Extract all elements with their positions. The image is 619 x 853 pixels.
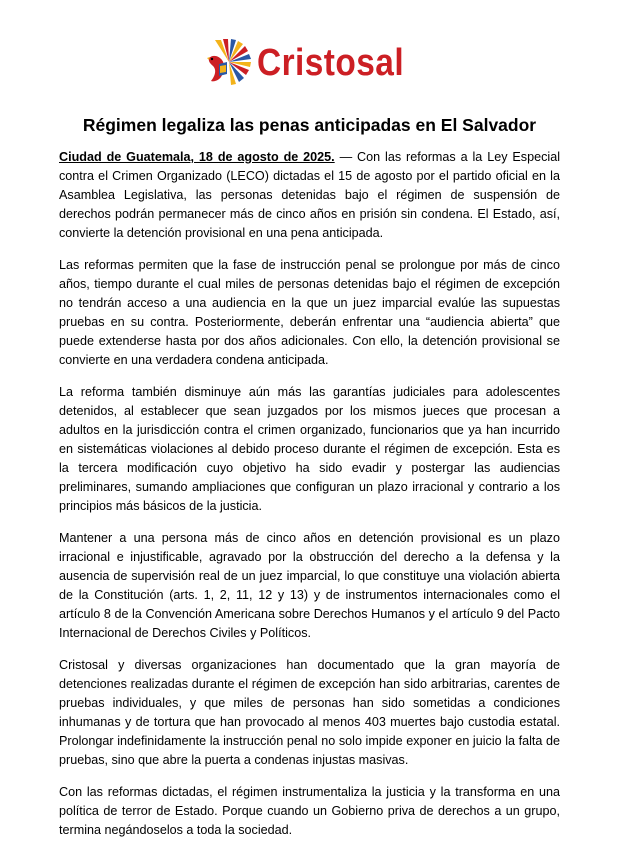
paragraph-4: Mantener a una persona más de cinco años en detención provisional es un plazo irracional e injustificable, agravado por la obstrucción del derecho a la defensa y la ausencia de supervisión real de un juez imparcial, lo que constituye una violación abierta de la Constitución (arts. 1, 2, 11, 12 y 13) y de instrumentos internacionales como el artículo 8 de la Convención Americana sobre Derechos Humanos y el artículo 9 del Pacto Internacional de Derechos Civiles y Políticos. xyxy=(59,531,560,640)
paragraph-1 xyxy=(59,148,560,243)
cristosal-logo xyxy=(205,38,424,88)
paragraph-2: Las reformas permiten que la fase de instrucción penal se prolongue por más de cinco años, tiempo durante el cual miles de personas detenidas bajo el régimen de excepción no tendrán acceso a una audiencia en la que un juez imparcial evalúe las supuestas pruebas en su contra. Posteriormente, deberán enfrentar una “audiencia abierta” que puede extenderse hasta por dos años adicionales. Con ello, la detención provisional se convierte en una verdadera condena anticipada. xyxy=(59,258,560,367)
paragraph-6: Con las reformas dictadas, el régimen instrumentaliza la justicia y la transforma en una política de terror de Estado. Porque cuando un Gobierno priva de derechos a un grupo, termina negándoselos a toda la sociedad. xyxy=(59,785,560,837)
paragraph-3: La reforma también disminuye aún más las garantías judiciales para adolescentes detenidos, al establecer que sean juzgados por los mismos jueces que procesan a adultos en la jurisdicción contra el crimen organizado, funcionarios que ya han incurrido en sistemáticas violaciones al debido proceso durante el régimen de excepción. Esta es la tercera modificación cuyo objetivo ha sido evadir y postergar las audiencias preliminares, sumando ampliaciones que configuran un plazo irracional y contrario a los principios más básicos de la justicia. xyxy=(59,385,560,513)
paragraph-1-text: — Con las reformas a la Ley Especial contra el Crimen Organizado (LECO) dictadas el 15 de agosto por el partido oficial en la Asamblea Legislativa, las personas detenidas bajo el régimen de suspensión de derechos podrán permanecer más de cinco años en prisión sin condena. El Estado, así, convierte la detención provisional en una pena anticipada. xyxy=(59,150,560,240)
paragraph-5: Cristosal y diversas organizaciones han documentado que la gran mayoría de detenciones realizadas durante el régimen de excepción han sido arbitrarias, carentes de pruebas individuales, y que miles de personas han sido sometidas a condiciones inhumanas y de tortura que han provocado al menos 403 muertes bajo custodia estatal. Prolongar indefinidamente la instrucción penal no solo impide exponer en juicio la falta de pruebas, sino que abre la puerta a condenas injustas masivas. xyxy=(59,658,560,767)
document-title: Régimen legaliza las penas anticipadas en El Salvador xyxy=(82,115,537,135)
logo-wordmark: Cristosal xyxy=(257,42,405,84)
bird-icon xyxy=(205,38,253,88)
article-body xyxy=(59,148,560,853)
dateline: Ciudad de Guatemala, 18 de agosto de 2025. xyxy=(59,150,335,164)
